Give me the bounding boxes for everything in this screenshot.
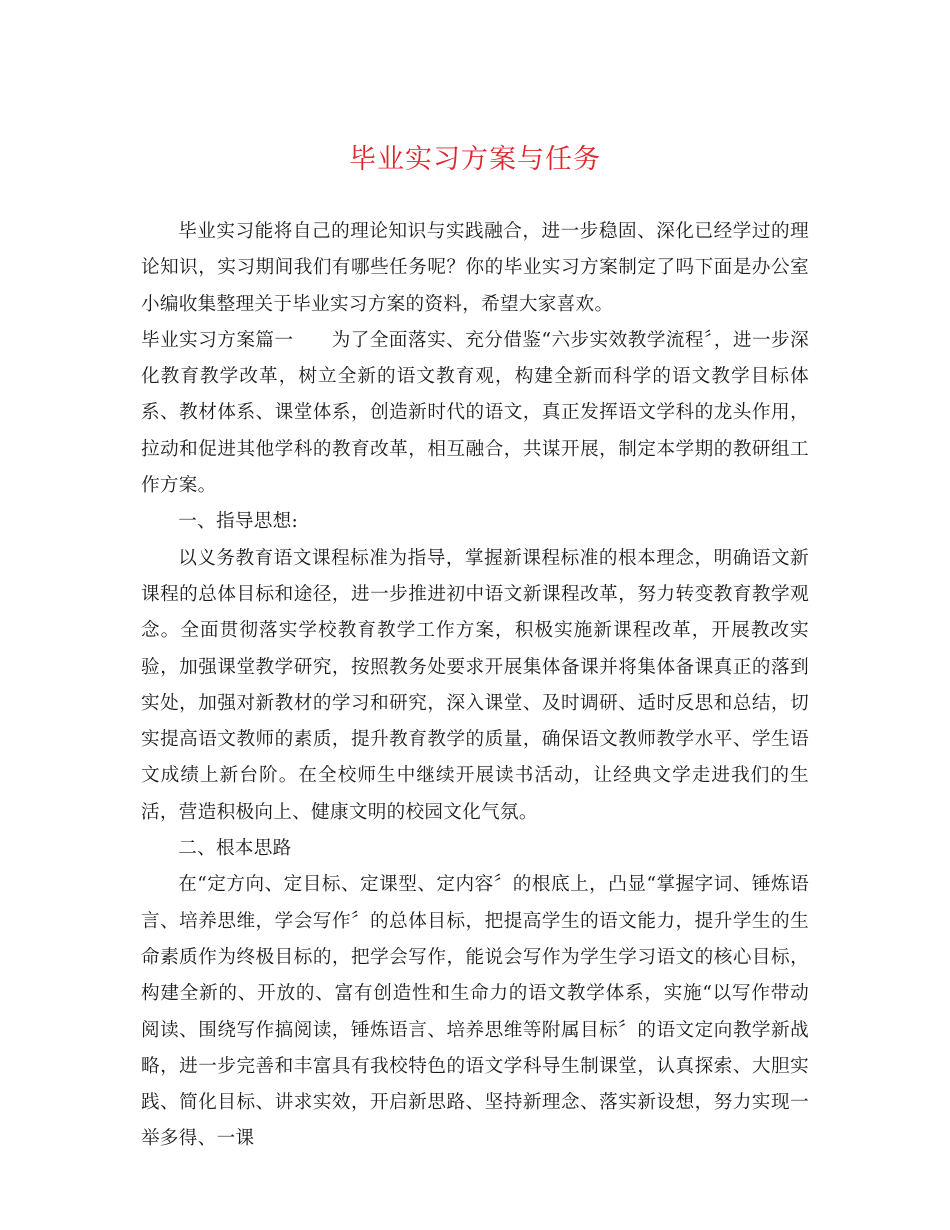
section-one-paragraph: 毕业实习方案篇一 为了全面落实、充分借鉴“六步实效教学流程〞，进一步深化教育教学改革，树立全新的语文教育观，构建全新而科学的语文教学目标体系、教材体系、课堂体系，创造新时代的语文，真正发挥语文学科的龙头作用，拉动和促进其他学科的教育改革，相互融合，共谋开展，制定本学期的教研组工作方案。 — [141, 329, 809, 497]
guiding-thought-paragraph: 以义务教育语文课程标准为指导，掌握新课程标准的根本理念，明确语文新课程的总体目标和途径，进一步推进初中语文新课程改革，努力转变教育教学观念。全面贯彻落实学校教育教学工作方案，积极实施新课程改革，开展教改实验，加强课堂教学研究，按照教务处要求开展集体备课并将集体备课真正的落到实处，加强对新教材的学习和研究，深入课堂、及时调研、适时反思和总结，切实提高语文教师的素质，提升教育教学的质量，确保语文教师教学水平、学生语文成绩上新台阶。在全校师生中继续开展读书活动，让经典文学走进我们的生活，营造积极向上、健康文明的校园文化气氛。 — [141, 547, 809, 823]
document-title: 毕业实习方案与任务 — [349, 144, 601, 175]
basic-approach-heading: 二、根本思路 — [178, 838, 292, 860]
document-body — [141, 214, 809, 1158]
guiding-thought-heading: 一、指导思想: — [178, 511, 299, 533]
intro-paragraph: 毕业实习能将自己的理论知识与实践融合，进一步稳固、深化已经学过的理论知识，实习期间我们有哪些任务呢？你的毕业实习方案制定了吗下面是办公室小编收集整理关于毕业实习方案的资料，希望大家喜欢。 — [141, 221, 809, 315]
basic-approach-paragraph: 在“定方向、定目标、定课型、定内容〞的根底上，凸显“掌握字词、锤炼语言、培养思维，学会写作〞的总体目标，把提高学生的语文能力，提升学生的生命素质作为终极目标的，把学会写作，能说会写作为学生学习语文的核心目标，构建全新的、开放的、富有创造性和生命力的语文教学体系，实施“以写作带动阅读、围绕写作搞阅读，锤炼语言、培养思维等附属目标〞的语文定向教学新战略，进一步完善和丰富具有我校特色的语文学科导生制课堂，认真探索、大胆实践、简化目标、讲求实效，开启新思路、坚持新理念、落实新设想，努力实现一举多得、一课 — [141, 874, 809, 1150]
